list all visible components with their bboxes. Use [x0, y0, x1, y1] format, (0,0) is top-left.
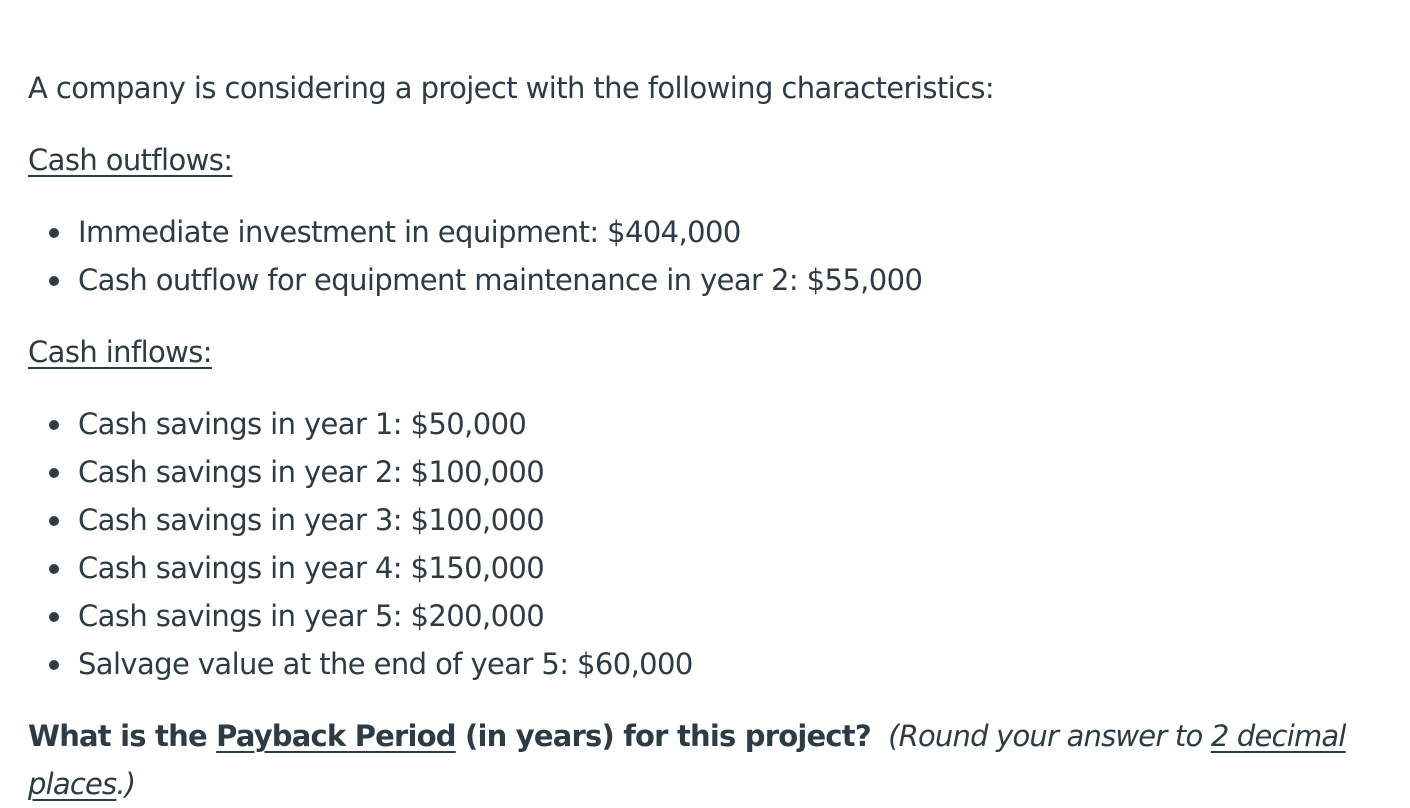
- bullet-icon: [49, 276, 59, 286]
- list-item-text: Cash savings in year 1: $50,000: [78, 407, 527, 441]
- question-suffix: (in years) for this project?: [455, 719, 871, 753]
- note-prefix: (Round your answer to: [888, 719, 1211, 753]
- cash-outflows-list: [28, 208, 1398, 304]
- bullet-icon: [49, 516, 59, 526]
- list-item: [28, 400, 1398, 448]
- bullet-icon: [49, 612, 59, 622]
- cash-inflows-list: [28, 400, 1398, 688]
- question-prefix: What is the: [28, 719, 217, 753]
- list-item-text: Cash savings in year 5: $200,000: [78, 599, 545, 633]
- note-suffix: .): [116, 767, 136, 801]
- question-text: [28, 719, 871, 753]
- list-item: [28, 448, 1398, 496]
- decimal-places-link: 2 decimal places: [28, 719, 1346, 801]
- list-item-text: Cash savings in year 4: $150,000: [78, 551, 545, 585]
- list-item-text: Cash savings in year 3: $100,000: [78, 503, 545, 537]
- list-item: [28, 496, 1398, 544]
- bullet-icon: [49, 564, 59, 574]
- bullet-icon: [49, 660, 59, 670]
- list-item: [28, 208, 1398, 256]
- list-item: [28, 544, 1398, 592]
- intro-text: A company is considering a project with the following characteristics:: [28, 71, 995, 105]
- list-item: [28, 256, 1398, 304]
- list-item-text: Cash savings in year 2: $100,000: [78, 455, 545, 489]
- question-content: [28, 64, 1398, 808]
- bullet-icon: [49, 468, 59, 478]
- list-item: [28, 592, 1398, 640]
- bullet-icon: [49, 228, 59, 238]
- list-item-text: Salvage value at the end of year 5: $60,000: [78, 647, 693, 681]
- cash-outflows-heading: Cash outflows:: [28, 143, 233, 177]
- payback-period-link: Payback Period: [216, 719, 456, 753]
- question-prompt: [28, 712, 1398, 808]
- list-item-text: Cash outflow for equipment maintenance in year 2: $55,000: [78, 263, 923, 297]
- list-item: [28, 640, 1398, 688]
- list-item-text: Immediate investment in equipment: $404,000: [78, 215, 741, 249]
- bullet-icon: [49, 420, 59, 430]
- cash-inflows-heading: Cash inflows:: [28, 335, 212, 369]
